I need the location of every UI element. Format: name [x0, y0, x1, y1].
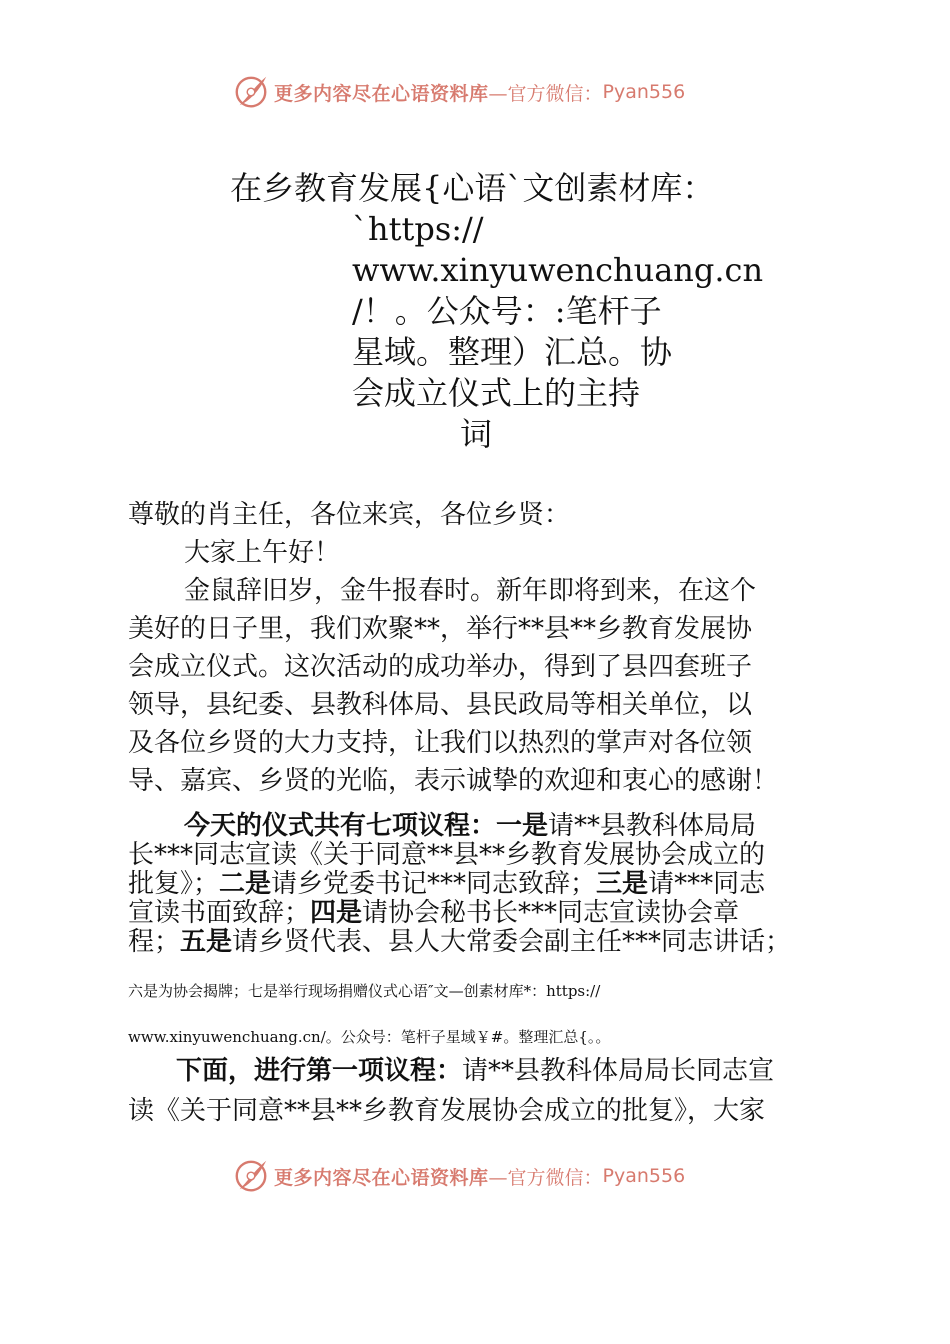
- banner-wechat-label: —官方微信：: [488, 82, 603, 105]
- quill-logo-icon: [232, 1157, 270, 1195]
- p1-line-4: 领导，县纪委、县教科体局、县民政局等相关单位，以: [128, 690, 753, 720]
- agenda-item-3-label: 三是: [596, 869, 649, 899]
- quill-logo-icon: [232, 73, 270, 111]
- p2-line-2: 长***同志宣读《关于同意**县**乡教育发展协会成立的: [128, 840, 766, 870]
- banner-wechat-id: Pyan556: [602, 1165, 686, 1187]
- greeting: 大家上午好！: [184, 538, 341, 568]
- p3-line-2: 读《关于同意**县**乡教育发展协会成立的批复》，大家: [128, 1096, 766, 1126]
- p1-line-2: 美好的日子里，我们欢聚**，举行**县**乡教育发展协: [128, 614, 753, 644]
- agenda-item-2-text: 请乡党委书记***同志致辞；: [271, 869, 597, 899]
- agenda-item-1-label: 一是: [496, 811, 549, 841]
- agenda-item-5-text: 请乡贤代表、县人大常委会副主任***同志讲话；: [232, 927, 792, 957]
- p2-line-1: [184, 812, 756, 841]
- title-line-1: 在乡教育发展{心语`文创素材库：: [230, 169, 715, 207]
- agenda-intro: 今天的仪式共有七项议程：: [184, 811, 497, 841]
- p2-line-4: [128, 899, 739, 928]
- first-agenda-text: 请**县教科体局局长同志宣: [462, 1056, 775, 1086]
- p2-line-5: [128, 928, 791, 957]
- agenda-item-1-text: 请**县教科体局局: [548, 811, 757, 841]
- salutation: 尊敬的肖主任，各位来宾，各位乡贤：: [128, 500, 571, 530]
- first-agenda-intro: 下面，进行第一项议程：: [176, 1056, 463, 1086]
- agenda-item-4-label: 四是: [310, 898, 363, 928]
- agenda-item-2-label: 二是: [219, 869, 272, 899]
- banner-wechat-label: —官方微信：: [488, 1166, 603, 1189]
- p1-line-1: 金鼠辞旧岁，金牛报春时。新年即将到来，在这个: [184, 576, 757, 606]
- title-line-3: www.xinyuwenchuang.cn: [352, 251, 764, 289]
- banner-text: 更多内容尽在心语资料库: [274, 82, 489, 105]
- p1-line-5: 及各位乡贤的大力支持，让我们以热烈的掌声对各位领: [128, 728, 753, 758]
- banner-wechat-id: Pyan556: [602, 81, 686, 103]
- agenda-item-5-label: 五是: [180, 927, 233, 957]
- title-line-5: 星域。整理）汇总。协: [352, 333, 673, 371]
- agenda-text: 批复》；: [128, 869, 220, 899]
- agenda-item-3-text: 请***同志: [648, 869, 766, 899]
- title-line-6: 会成立仪式上的主持: [352, 374, 641, 412]
- title-line-7: 词: [460, 415, 493, 453]
- p1-line-6: 导、嘉宾、乡贤的光临，表示诚挚的欢迎和衷心的感谢！: [128, 766, 779, 796]
- header-banner: [232, 72, 752, 112]
- agenda-text: 宣读书面致辞；: [128, 898, 311, 928]
- title-line-2: `https://: [352, 210, 484, 248]
- p3-line-1: [176, 1052, 774, 1090]
- banner-text: 更多内容尽在心语资料库: [274, 1166, 489, 1189]
- title-line-4: /！。公众号：:笔杆子: [352, 292, 662, 330]
- p2-line-3: [128, 870, 765, 899]
- agenda-item-4-text: 请协会秘书长***同志宣读协会章: [362, 898, 740, 928]
- small-line-1: 六是为协会揭牌；七是举行现场捐赠仪式心语″文—创素材库*：https://: [128, 982, 601, 1000]
- p1-line-3: 会成立仪式。这次活动的成功举办，得到了县四套班子: [128, 652, 753, 682]
- agenda-text: 程；: [128, 927, 181, 957]
- small-line-2: www.xinyuwenchuang.cn/。公众号：笔杆子星域￥#。整理汇总{。。: [128, 1028, 611, 1046]
- footer-banner: [232, 1156, 752, 1196]
